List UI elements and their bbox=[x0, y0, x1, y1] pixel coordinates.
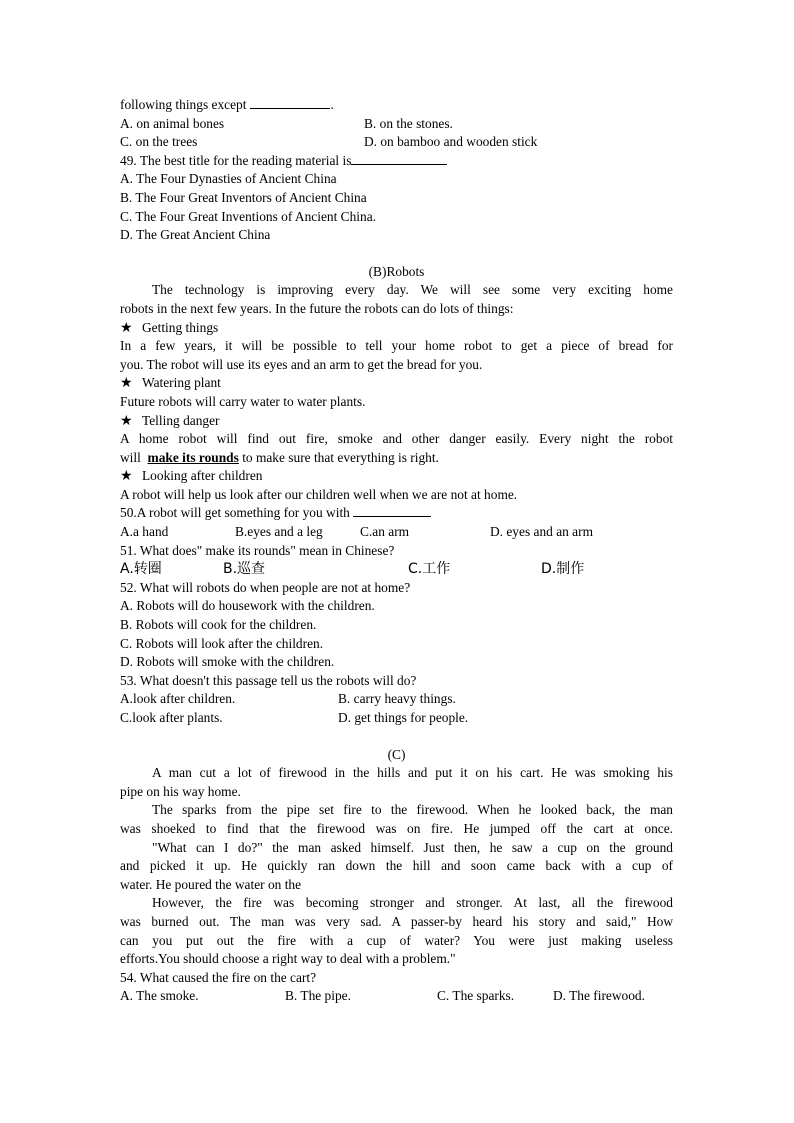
heading-looking-after-children: ★ Looking after children bbox=[120, 468, 263, 485]
q54-option-a: A. The smoke. bbox=[120, 988, 199, 1004]
q51-stem: 51. What does" make its rounds" mean in Chinese? bbox=[120, 542, 395, 558]
q54-option-d: D. The firewood. bbox=[553, 988, 645, 1004]
q49-option-b: B. The Four Great Inventors of Ancient China bbox=[120, 189, 367, 205]
exam-page bbox=[120, 96, 673, 1006]
q53-stem: 53. What doesn't this passage tell us the robots will do? bbox=[120, 672, 417, 688]
paragraph-telling-danger-line-1: A home robot will find out fire, smoke and other danger easily. Every night the robot bbox=[120, 431, 673, 447]
section-b-intro-line-1: The technology is improving every day. We will see some very exciting home bbox=[152, 282, 673, 298]
q50-option-a: A.a hand bbox=[120, 524, 169, 540]
star-icon: ★ bbox=[120, 468, 133, 485]
answer-blank bbox=[250, 96, 330, 109]
section-c-p1-line-2: pipe on his way home. bbox=[120, 783, 241, 799]
q50-option-d: D. eyes and an arm bbox=[490, 524, 593, 540]
q50-option-c: C.an arm bbox=[360, 524, 410, 540]
q54-option-b: B. The pipe. bbox=[285, 988, 351, 1004]
q50-stem-line bbox=[120, 504, 673, 523]
q48-options-row-2 bbox=[120, 133, 673, 152]
q52-option-c: C. Robots will look after the children. bbox=[120, 635, 324, 651]
section-c-p4-line-1: However, the fire was becoming stronger and stronger. At last, all the firewood bbox=[152, 895, 673, 911]
answer-blank bbox=[351, 152, 447, 165]
q48-options-row-1 bbox=[120, 115, 673, 134]
q49-option-c: C. The Four Great Inventions of Ancient China. bbox=[120, 208, 376, 224]
q53-option-c: C.look after plants. bbox=[120, 710, 223, 725]
q52-option-a: A. Robots will do housework with the children. bbox=[120, 598, 375, 614]
q51-options bbox=[120, 560, 673, 579]
q48-stem: following things except bbox=[120, 97, 247, 112]
q54-option-c: C. The sparks. bbox=[437, 988, 515, 1004]
q51-option-d: D.制作 bbox=[541, 561, 585, 578]
q50-stem: 50.A robot will get something for you with bbox=[120, 505, 350, 521]
q50-option-b: B.eyes and a leg bbox=[235, 524, 323, 540]
section-c-p3-line-2: and picked it up. He quickly ran down the hill and soon came back with a cup of bbox=[120, 858, 673, 874]
q49-option-d: D. The Great Ancient China bbox=[120, 227, 271, 243]
section-c-p4-line-3: can you put out the fire with a cup of water? You were just making useless bbox=[120, 932, 673, 948]
star-icon: ★ bbox=[120, 319, 133, 336]
section-c-p3-line-1: "What can I do?" the man asked himself. Just then, he saw a cup on the ground bbox=[152, 839, 673, 855]
q53-options-row-1 bbox=[120, 690, 673, 709]
paragraph-getting-things-line-1: In a few years, it will be possible to tell your home robot to get a piece of bread for bbox=[120, 338, 673, 354]
section-c-p4-line-4: efforts.You should choose a right way to deal with a problem." bbox=[120, 951, 456, 967]
q48-option-a: A. on animal bones bbox=[120, 115, 225, 131]
q51-option-c: C.工作 bbox=[408, 561, 451, 578]
q52-option-d: D. Robots will smoke with the children. bbox=[120, 654, 335, 670]
q48-option-b: B. on the stones. bbox=[364, 115, 453, 131]
section-b-intro-line-2: robots in the next few years. In the future the robots can do lots of things: bbox=[120, 300, 514, 316]
q54-options bbox=[120, 987, 673, 1006]
section-c-title: (C) bbox=[387, 746, 406, 762]
q48-stem-line: following things except . bbox=[120, 97, 334, 112]
paragraph-getting-things-line-2: you. The robot will use its eyes and an arm to get the bread for you. bbox=[120, 356, 483, 372]
section-c-p4-line-2: was burned out. The man was very sad. A passer-by heard his story and said," How bbox=[120, 913, 673, 929]
answer-blank bbox=[353, 504, 431, 517]
paragraph-telling-danger-line-2: will make its rounds to make sure that everything is right. bbox=[120, 449, 439, 465]
q48-option-c: C. on the trees bbox=[120, 134, 198, 150]
q49-stem-line bbox=[120, 152, 673, 171]
paragraph-watering-plant: Future robots will carry water to water plants. bbox=[120, 393, 366, 409]
q50-options bbox=[120, 523, 673, 542]
star-icon: ★ bbox=[120, 412, 133, 429]
q53-option-a: A.look after children. bbox=[120, 691, 236, 707]
q48-option-d: D. on bamboo and wooden stick bbox=[364, 134, 538, 150]
q52-option-b: B. Robots will cook for the children. bbox=[120, 617, 317, 633]
section-c-p2-line-1: The sparks from the pipe set fire to the firewood. When he looked back, the man bbox=[152, 802, 673, 818]
heading-telling-danger: ★ Telling danger bbox=[120, 412, 220, 429]
heading-getting-things: ★ Getting things bbox=[120, 319, 219, 336]
key-phrase: make its rounds bbox=[147, 449, 239, 465]
heading-watering-plant: ★ Watering plant bbox=[120, 375, 221, 392]
q53-option-b: B. carry heavy things. bbox=[338, 691, 456, 707]
q53-option-d: D. get things for people. bbox=[338, 710, 469, 725]
section-c-p2-line-2: was shoeked to find that the firewood was on fire. He jumped off the cart at once. bbox=[120, 820, 673, 836]
section-c-p1-line-1: A man cut a lot of firewood in the hills and put it on his cart. He was smoking his bbox=[152, 765, 673, 781]
q52-stem: 52. What will robots do when people are not at home? bbox=[120, 579, 411, 595]
q54-stem: 54. What caused the fire on the cart? bbox=[120, 969, 317, 985]
section-b-title: (B)Robots bbox=[368, 263, 425, 279]
q51-option-a: A.转圈 bbox=[120, 561, 162, 578]
star-icon: ★ bbox=[120, 375, 133, 392]
q51-option-b: B.巡查 bbox=[223, 561, 266, 578]
q53-options-row-2 bbox=[120, 709, 673, 728]
q49-stem: 49. The best title for the reading material is bbox=[120, 152, 352, 168]
q49-option-a: A. The Four Dynasties of Ancient China bbox=[120, 171, 337, 187]
paragraph-looking-after-children: A robot will help us look after our children well when we are not at home. bbox=[120, 486, 518, 502]
section-c-p3-line-3: water. He poured the water on the bbox=[120, 876, 302, 892]
